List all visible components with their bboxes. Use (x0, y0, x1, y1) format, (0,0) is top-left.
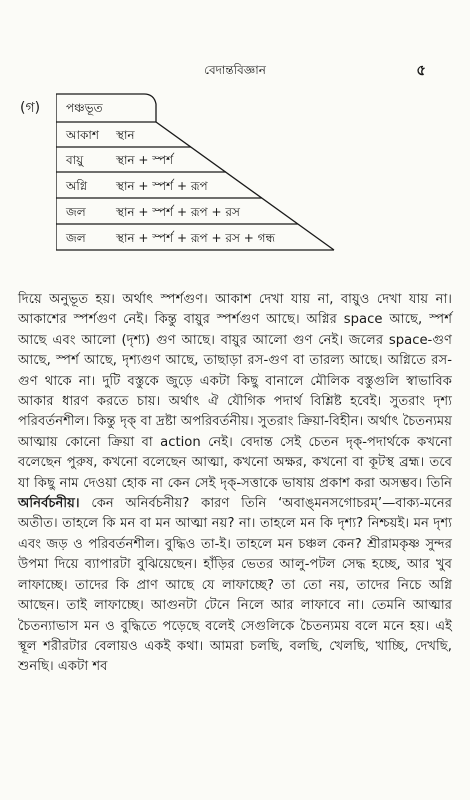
row-2-name: বায়ু (66, 153, 84, 167)
page-number: ৫ (416, 61, 426, 79)
row-3-desc: স্থান + স্পর্শ + রূপ (116, 179, 208, 193)
page-header (0, 62, 470, 82)
row-1-name: আকাশ (66, 128, 99, 142)
emphasis-term: অনির্বচনীয়। (18, 496, 80, 512)
row-5-desc: স্থান + স্পর্শ + রূপ + রস + গন্ধ (116, 231, 275, 245)
running-title: বেদান্তবিজ্ঞান (204, 63, 266, 77)
diagram-title: পঞ্চভূত (66, 101, 103, 115)
row-1-desc: স্থান (116, 128, 135, 142)
pancha-bhuta-diagram (56, 92, 336, 262)
paragraph (18, 290, 452, 678)
figure-label: (গ) (20, 100, 41, 116)
paragraph-text: দিয়ে অনুভূত হয়। অর্থাৎ স্পর্শগুণ। আকাশ দেখা যায় না, বায়ুও দেখা যায় না। আকাশের স্পর্শগুণ নেই। কিন্তু বায়ুর স্পর্শগুণ আছে। অগ্নির space আছে, স্পর্শ আছে এবং আলো (দৃশ্য) গুণ আছে। বায়ুর আলো গুণ নেই। জলের space-গুণ আছে, স্পর্শ আছে, দৃশ্যগুণ আছে, তাছাড়া রস-গুণ বা তারল্য আছে। অগ্নিতে রস-গুণ থাকে না। দুটি বস্তুকে জুড়ে একটা কিছু বানালে মৌলিক বস্তুগুলি স্বাভাবিক আকার ধারণ করতে চায়। অর্থাৎ ঐ যৌগিক পদার্থ বিশ্লিষ্ট হবেই। সুতরাং দৃশ্য পরিবর্তনশীল। কিন্তু দৃক্‌ বা দ্রষ্টা অপরিবর্তনীয়। সুতরাং ক্রিয়া-বিহীন। অর্থাৎ চৈতন্যময় আত্মায় কোনো ক্রিয়া বা action নেই। বেদান্ত সেই চেতন দৃক্‌-পদার্থকে কখনো বলেছেন পুরুষ, কখনো বলেছেন আত্মা, কখনো অক্ষর, কখনো বা কূটস্থ ব্রহ্ম। তবে যা কিছু নাম দেওয়া হোক না কেন সেই দৃক্‌-সত্তাকে ভাষায় প্রকাশ করা অসম্ভব। তিনি (18, 292, 452, 491)
body-paragraph (18, 290, 452, 678)
row-5-name: জল (66, 231, 86, 245)
row-2-desc: স্থান + স্পর্শ (116, 153, 174, 167)
row-4-name: জল (66, 205, 86, 219)
row-4-desc: স্থান + স্পর্শ + রূপ + রস (116, 205, 240, 219)
paragraph-text-tail: কেন অনির্বচনীয়? কারণ তিনি ‘অবাঙ্‌মনসগোচরম্‌’—বাক্য-মনের অতীত। তাহলে কি মন বা মন আত্মা নয়? না। তাহলে মন কি দৃশ্য? নিশ্চয়ই। মন দৃশ্য এবং জড় ও পরিবর্তনশীল। বুদ্ধিও তা-ই। তাহলে মন চঞ্চল কেন? শ্রীরামকৃষ্ণ সুন্দর উপমা দিয়ে ব্যাপারটা বুঝিয়েছেন। হাঁড়ির ভেতর আলু-পটল সেদ্ধ হচ্ছে, আর খুব লাফাচ্ছে। তাদের কি প্রাণ আছে যে লাফাচ্ছে? তা তো নয়, তাদের নিচে অগ্নি আছেন। তাই লাফাচ্ছে। আগুনটা টেনে নিলে আর লাফাবে না। তেমনি আত্মার চৈতন্যাভাস মন ও বুদ্ধিতে পড়েছে বলেই সেগুলিকে চৈতন্যময় বলে মনে হয়। এই স্থূল শরীরটার বেলায়ও একই কথা। আমরা চলছি, বলছি, খেলছি, খাচ্ছি, দেখছি, শুনছি। একটা শব (18, 496, 452, 675)
row-3-name: অগ্নি (66, 179, 88, 193)
